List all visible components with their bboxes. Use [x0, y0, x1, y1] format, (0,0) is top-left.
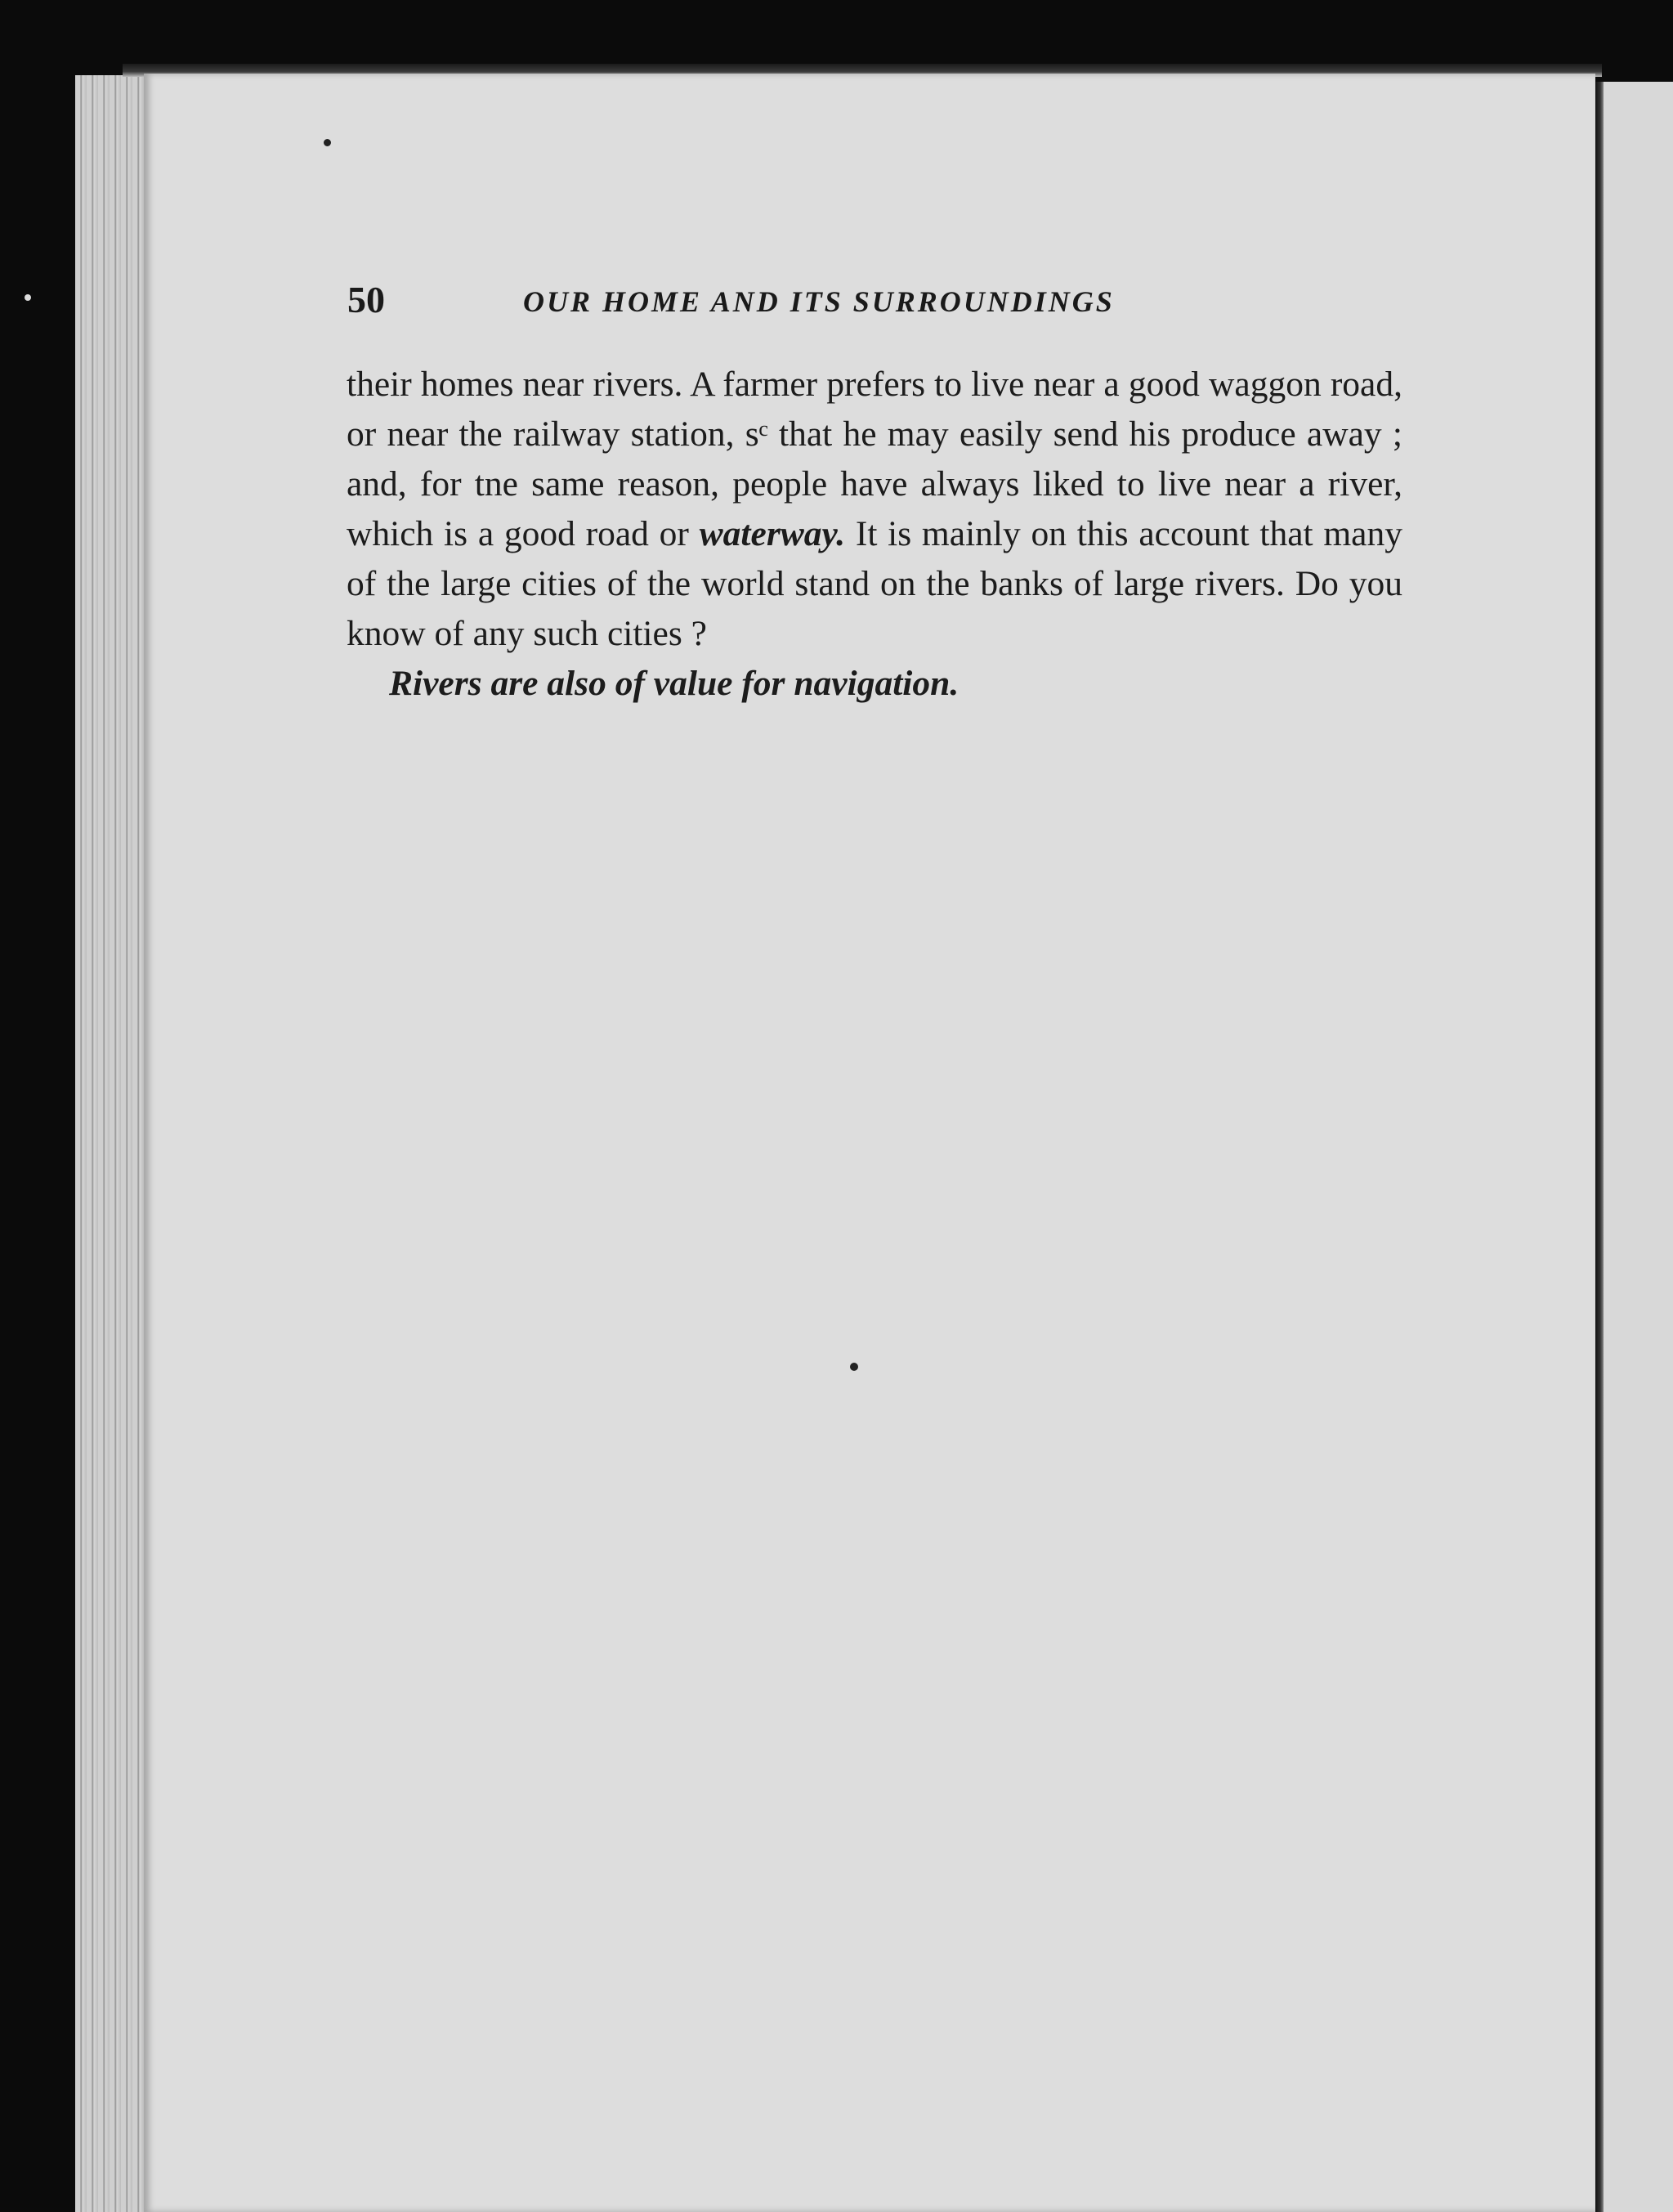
dust-speck [850, 1363, 858, 1371]
running-header [347, 278, 1402, 327]
paragraph-text: It is mainly on this account that many of the large cities of the world stand on the banks of large rivers. Do you know of any such cities ? [347, 514, 1402, 653]
italic-paragraph: Rivers are also of value for navigation. [389, 664, 960, 703]
page-number: 50 [347, 279, 385, 320]
running-title: OUR HOME AND ITS SURROUNDINGS [523, 285, 1115, 318]
page-gutter [1595, 82, 1604, 2212]
paragraph [347, 360, 1402, 659]
dust-speck [324, 139, 331, 146]
dust-speck [25, 294, 31, 301]
body-text [347, 360, 1402, 709]
next-page-sliver [1595, 82, 1673, 2212]
paragraph-text: their homes near rivers. A farmer prefers to live near a good waggon road, or near the railway station, sᶜ that he may easily send his produce away ; and, for tne same reason, people have always liked to live near a river, which is a good road or [347, 365, 1402, 553]
emphasized-term: waterway. [699, 514, 846, 553]
